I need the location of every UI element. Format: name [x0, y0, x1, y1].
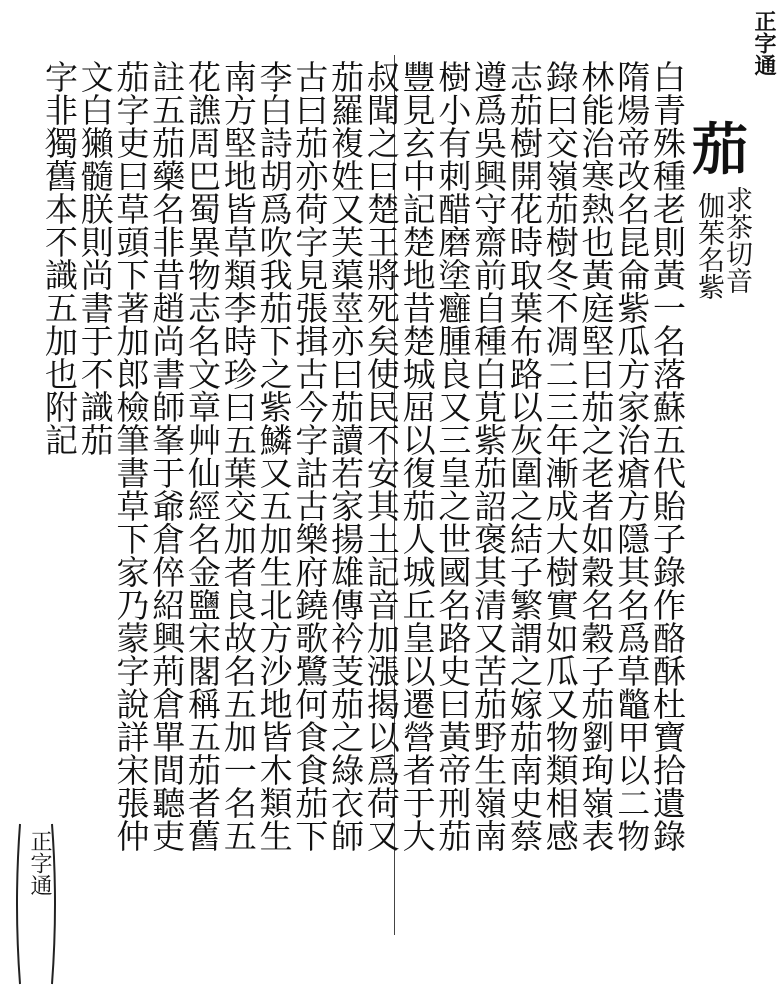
pronunciation-alt-note: 伽茱名紫	[693, 192, 724, 300]
text-column: 花譙周巴蜀異物志名文章艸仙經名金鹽宋閣稱五茄者舊	[183, 60, 223, 852]
text-column: 樹小有刺醋磨塗癰腫良又三皇之世國名路史曰黃帝刑茄	[433, 60, 473, 852]
text-column: 叔聞之曰楚王將死矣使民不安其土記音加漲揭以爲荷又	[361, 60, 401, 852]
text-column: 茄字吏曰草頭下著加郎檢筆書草下家乃蒙字說詳宋張仲	[111, 60, 151, 852]
seal-stamp	[12, 818, 60, 990]
text-column: 豐見玄中記楚地昔楚城屈以復茄人城丘皇以遷營者于大	[397, 60, 437, 852]
text-column: 茄羅複姓又芙蕖莖亦曰茄讀若家揚雄傳衿芰茄之綠衣師	[326, 60, 366, 852]
text-column: 志茄樹開花時取葉布路以灰圍之結子繁謂之嫁茄南史蔡	[504, 60, 544, 852]
text-column: 古曰茄亦荷字見張揖古今字詁古樂府鐃歌鷺何食食茄下	[290, 60, 330, 852]
text-column: 白青殊種老則黃一名落蘇五代貽子錄作酪酥杜寶拾遺錄	[648, 60, 687, 852]
text-column: 林能治寒熱也黃庭堅曰茄之老者如穀名穀子茄劉珣嶺表	[576, 60, 616, 852]
text-column: 遵爲吳興守齋前自種白莧紫茄詔褒其清又苦茄野生嶺南	[469, 60, 509, 852]
text-column: 南方堅地皆草類李時珍曰五葉交加者良故名五加一名五	[218, 60, 258, 852]
text-column: 隋煬帝改名昆侖紫瓜方家治瘡方隱其名爲草鼈甲以二物	[612, 60, 652, 852]
text-column: 錄曰交嶺茄樹冬不凋二三年漸成大樹實如瓜又物類相感	[540, 60, 580, 852]
running-title: 正字通	[751, 10, 777, 76]
seal-text: 正字通	[27, 830, 52, 896]
head-character: 茄	[692, 117, 748, 183]
text-column: 文白獺髓朕則尚書于不識茄	[75, 60, 115, 456]
text-column: 字非獨舊本不識五加也附記	[40, 60, 79, 456]
pronunciation-note: 求茶切音	[721, 186, 752, 294]
text-column: 註五茄藥名非昔趙尚書師峯于爺倉倅紹興荊倉單間聽吏	[147, 60, 187, 852]
text-column: 李白詩胡爲吹我茄下之紫鱗又五加生北方沙地皆木類生	[254, 60, 294, 852]
